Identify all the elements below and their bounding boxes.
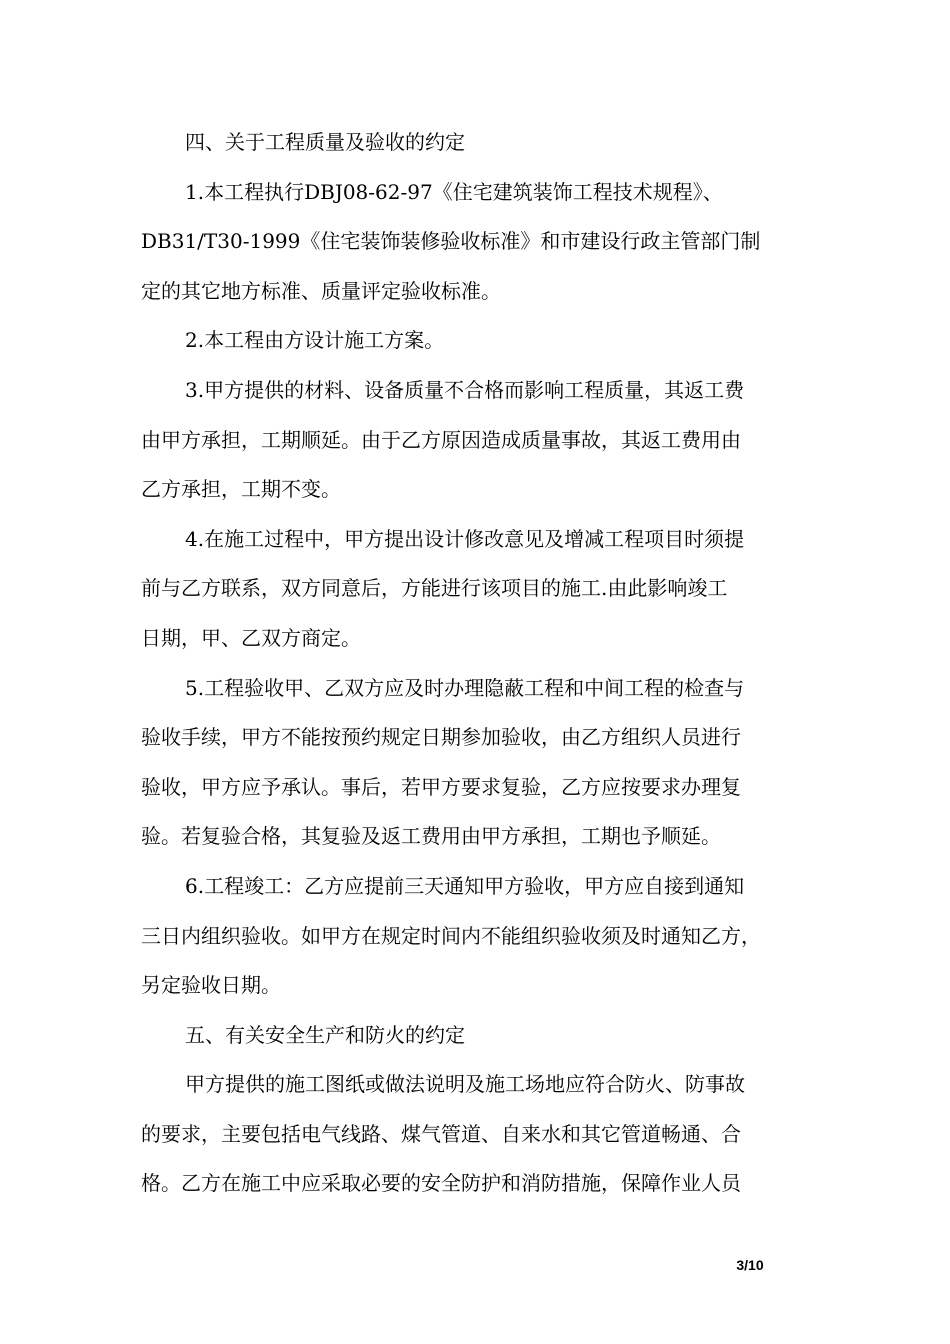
- paragraph-line: 由甲方承担，工期顺延。由于乙方原因造成质量事故，其返工费用由: [141, 427, 741, 452]
- paragraph-line: 6.工程竣工：乙方应提前三天通知甲方验收，甲方应自接到通知: [185, 873, 745, 898]
- paragraph-line: DB31/T30-1999《住宅装饰装修验收标准》和市建设行政主管部门制: [141, 229, 761, 254]
- document-body: [141, 118, 817, 1209]
- paragraph-line: 格。乙方在施工中应采取必要的安全防护和消防措施，保障作业人员: [141, 1171, 741, 1196]
- paragraph-line: 验。若复验合格，其复验及返工费用由甲方承担，工期也予顺延。: [141, 824, 721, 849]
- paragraph-line: 乙方承担，工期不变。: [141, 477, 341, 502]
- section-heading-quality: 四、关于工程质量及验收的约定: [185, 130, 465, 154]
- paragraph-line: 日期，甲、乙双方商定。: [141, 625, 361, 650]
- paragraph-line: 前与乙方联系，双方同意后，方能进行该项目的施工.由此影响竣工: [141, 576, 728, 601]
- paragraph-line: 1.本工程执行DBJ08-62-97《住宅建筑装饰工程技术规程》、: [185, 179, 723, 204]
- paragraph-line: 2.本工程由方设计施工方案。: [185, 328, 445, 353]
- paragraph-line: 三日内组织验收。如甲方在规定时间内不能组织验收须及时通知乙方，: [141, 923, 761, 948]
- paragraph-line: 3.甲方提供的材料、设备质量不合格而影响工程质量，其返工费: [185, 377, 745, 402]
- paragraph-line: 的要求，主要包括电气线路、煤气管道、自来水和其它管道畅通、合: [141, 1121, 741, 1146]
- paragraph-line: 甲方提供的施工图纸或做法说明及施工场地应符合防火、防事故: [185, 1072, 745, 1097]
- paragraph-line: 4.在施工过程中，甲方提出设计修改意见及增减工程项目时须提: [185, 526, 745, 551]
- page-number: 3/10: [736, 1257, 764, 1273]
- paragraph-line: 定的其它地方标准、质量评定验收标准。: [141, 278, 501, 303]
- paragraph-line: 验收手续，甲方不能按预约规定日期参加验收，由乙方组织人员进行: [141, 725, 741, 750]
- section-heading-safety: 五、有关安全生产和防火的约定: [185, 1022, 465, 1047]
- paragraph-line: 验收，甲方应予承认。事后，若甲方要求复验，乙方应按要求办理复: [141, 774, 741, 799]
- paragraph-line: 另定验收日期。: [141, 973, 281, 998]
- paragraph-line: 5.工程验收甲、乙双方应及时办理隐蔽工程和中间工程的检查与: [185, 675, 745, 700]
